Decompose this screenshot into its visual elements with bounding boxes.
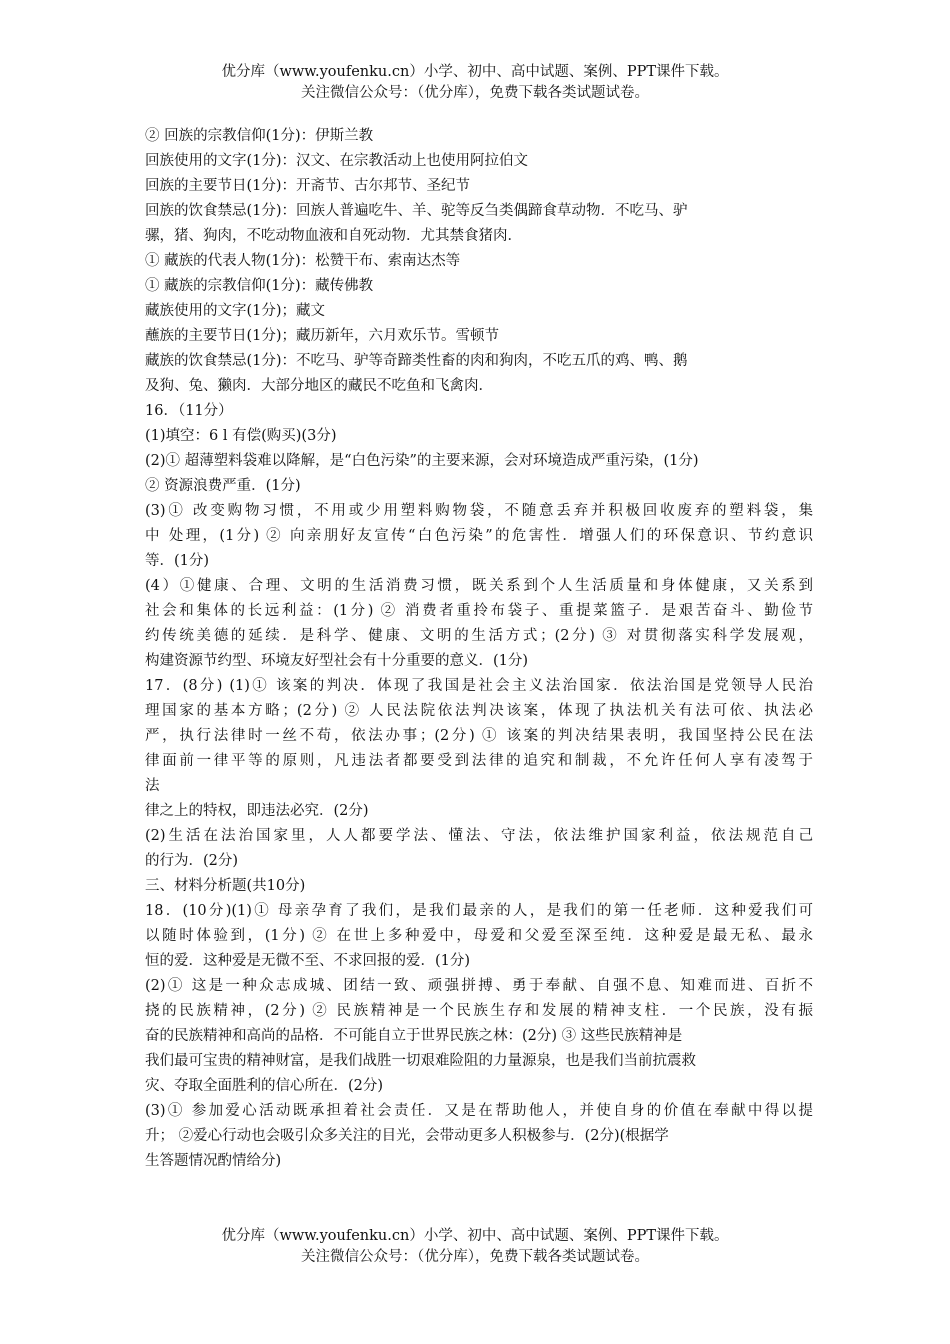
text-line: 升； ②爱心行动也会吸引众多关注的目光，会带动更多人积极参与．(2分)(根据学 [145, 1128, 669, 1144]
text-line: 恒的爱．这种爱是无微不至、不求回报的爱．(1分) [145, 953, 471, 969]
answer-content [145, 124, 813, 1174]
page-footer [0, 1226, 950, 1268]
text-line: 藏族使用的文字(1分)；藏文 [145, 303, 326, 319]
text-line: 回族的主要节日(1分)：开斋节、古尔邦节、圣纪节 [145, 178, 471, 194]
text-line: (4）①健康、合理、文明的生活消费习惯，既关系到个人生活质量和身体健康，又关系到 [145, 578, 813, 594]
text-line: ① 藏族的宗教信仰(1分)：藏传佛教 [145, 278, 374, 294]
text-line: (2)生活在法治国家里，人人都要学法、懂法、守法，依法维护国家利益，依法规范自己 [145, 828, 813, 844]
text-line: (3)① 改变购物习惯，不用或少用塑料购物袋，不随意丢弃并积极回收废弃的塑料袋，集 [145, 503, 813, 519]
text-line: 及狗、兔、獭肉．大部分地区的藏民不吃鱼和飞禽肉． [145, 378, 493, 394]
text-line: 蘸族的主要节日(1分)；藏历新年，六月欢乐节。雪顿节 [145, 328, 500, 344]
text-line: 等．(1分) [145, 553, 210, 569]
text-line: 社会和集体的长远利益：(1分) ② 消费者重拎布袋子、重提菜篮子．是艰苦奋斗、勤俭节 [145, 603, 813, 619]
text-line: 骡，猪、狗肉，不吃动物血液和自死动物．尤其禁食猪肉． [145, 228, 522, 244]
text-line: 律面前一律平等的原则，凡违法者都要受到法律的追究和制裁，不允许任何人享有凌驾于 [145, 753, 813, 769]
text-line: 生答题情况酌情给分) [145, 1153, 282, 1169]
page-header [0, 62, 950, 104]
header-line-2: 关注微信公众号：（优分库），免费下载各类试题试卷。 [301, 85, 649, 101]
text-line: 约传统美德的延续．是科学、健康、文明的生活方式；(2分) ③ 对贯彻落实科学发展观， [145, 628, 813, 644]
text-line: 律之上的特权，即违法必究．(2分) [145, 803, 369, 819]
text-line: 严，执行法律时一丝不苟，依法办事；(2分) ① 该案的判决结果表明，我国坚持公民在法 [145, 728, 813, 744]
text-line: (2)① 这是一种众志成城、团结一致、顽强拼搏、勇于奉献、自强不息、知难而进、百折不 [145, 978, 813, 994]
footer-line-2: 关注微信公众号：（优分库），免费下载各类试题试卷。 [301, 1249, 649, 1265]
text-line: 藏族的饮食禁忌(1分)：不吃马、驴等奇蹄类性畜的肉和狗肉，不吃五爪的鸡、鸭、鹅 [145, 353, 688, 369]
text-line: 中 处理，(1分) ② 向亲朋好友宣传“白色污染”的危害性．增强人们的环保意识、节约意识 [145, 528, 813, 544]
text-line: ② 资源浪费严重．(1分) [145, 478, 301, 494]
text-line: 回族使用的文字(1分)：汉文、在宗教活动上也使用阿拉伯文 [145, 153, 529, 169]
text-line: ① 藏族的代表人物(1分)：松赞干布、索南达杰等 [145, 253, 461, 269]
text-line: 构建资源节约型、环境友好型社会有十分重要的意义．(1分) [145, 653, 529, 669]
text-line: 17．(8分) (1)① 该案的判决．体现了我国是社会主义法治国家．依法治国是党领导人民治 [145, 678, 813, 694]
text-line: ② 回族的宗教信仰(1分)：伊斯兰教 [145, 128, 374, 144]
text-line: (2)① 超薄塑料袋难以降解，是“白色污染”的主要来源，会对环境造成严重污染，(1分) [145, 453, 699, 469]
text-line: (3)① 参加爱心活动既承担着社会责任．又是在帮助他人，并使自身的价值在奉献中得以提 [145, 1103, 813, 1119]
text-line: 18．(10分)(1)① 母亲孕育了我们，是我们最亲的人，是我们的第一任老师．这种爱我们可 [145, 903, 813, 919]
text-line: 三、材料分析题(共10分) [145, 878, 306, 894]
text-line: 理国家的基本方略；(2分) ② 人民法院依法判决该案，体现了执法机关有法可依、执法必 [145, 703, 813, 719]
text-line: 挠的民族精神，(2分) ② 民族精神是一个民族生存和发展的精神支柱．一个民族，没有振 [145, 1003, 813, 1019]
text-line: 奋的民族精神和高尚的品格．不可能自立于世界民族之林：(2分) ③ 这些民族精神是 [145, 1028, 683, 1044]
text-line: 的行为．(2分) [145, 853, 239, 869]
text-line: 我们最可宝贵的精神财富，是我们战胜一切艰难险阻的力量源泉，也是我们当前抗震救 [145, 1053, 696, 1069]
text-line: 法 [145, 778, 160, 794]
text-line: 灾、夺取全面胜利的信心所在．(2分) [145, 1078, 384, 1094]
footer-line-1: 优分库（www.youfenku.cn）小学、初中、高中试题、案例、PPT课件下载。 [221, 1228, 729, 1244]
text-line: 以随时体验到，(1分) ② 在世上多种爱中，母爱和父爱至深至纯．这种爱是最无私、最永 [145, 928, 813, 944]
header-line-1: 优分库（www.youfenku.cn）小学、初中、高中试题、案例、PPT课件下载。 [221, 64, 729, 80]
text-line: (1)填空：6 l 有偿(购买)(3分) [145, 428, 337, 444]
text-line: 16．（11分） [145, 403, 233, 419]
text-line: 回族的饮食禁忌(1分)：回族人普遍吃牛、羊、驼等反刍类偶蹄食草动物．不吃马、驴 [145, 203, 688, 219]
